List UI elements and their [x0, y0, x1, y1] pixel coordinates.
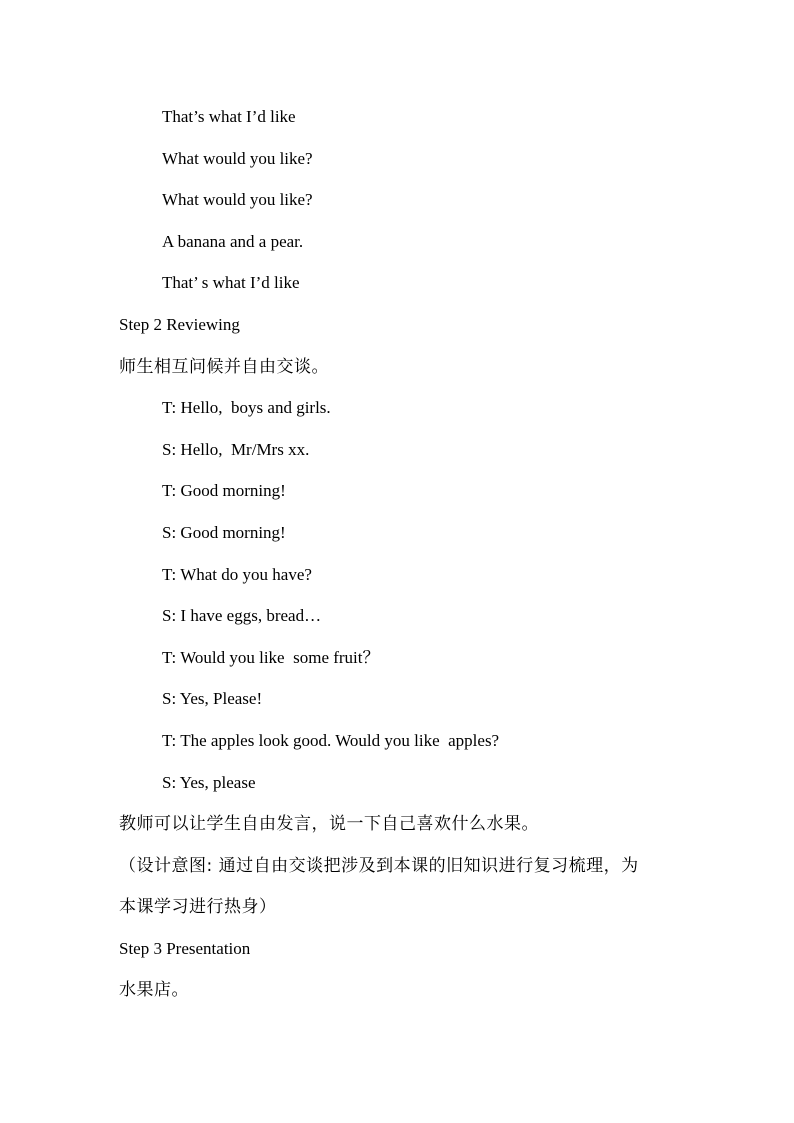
dialogue-line: S: Yes, please: [162, 772, 256, 792]
step-heading: Step 2 Reviewing: [119, 314, 240, 334]
document-body: [119, 106, 719, 1021]
song-line: That’s what I’d like: [162, 107, 296, 126]
dialogue-line: S: Hello, Mr/Mrs xx.: [162, 439, 310, 459]
song-line: What would you like?: [162, 148, 313, 168]
dialogue-line: T: The apples look good. Would you like apples?: [162, 730, 500, 750]
dialogue-line: T: What do you have?: [162, 564, 312, 584]
song-line: A banana and a pear.: [162, 231, 304, 251]
song-line: That’ s what I’d like: [162, 273, 300, 293]
dialogue-line: S: I have eggs, bread…: [162, 606, 322, 626]
step-heading: Step 3 Presentation: [119, 938, 251, 958]
dialogue-line: T: Would you like some fruit？: [162, 647, 380, 667]
dialogue-line: T: Hello, boys and girls.: [162, 398, 331, 418]
dialogue-line: S: Yes, Please!: [162, 689, 263, 709]
song-line: What would you like?: [162, 190, 313, 210]
instruction-paragraph: 水果店。: [119, 980, 189, 1001]
instruction-paragraph: 师生相互问候并自由交谈。: [119, 356, 329, 377]
instruction-paragraph: 教师可以让学生自由发言，说一下自己喜欢什么水果。: [119, 814, 539, 835]
dialogue-line: T: Good morning!: [162, 481, 286, 501]
design-intent-note-continued: 本课学习进行热身）: [119, 897, 277, 918]
design-intent-note: （设计意图: 通过自由交谈把涉及到本课的旧知识进行复习梳理，为: [119, 855, 639, 876]
dialogue-line: S: Good morning!: [162, 522, 286, 542]
